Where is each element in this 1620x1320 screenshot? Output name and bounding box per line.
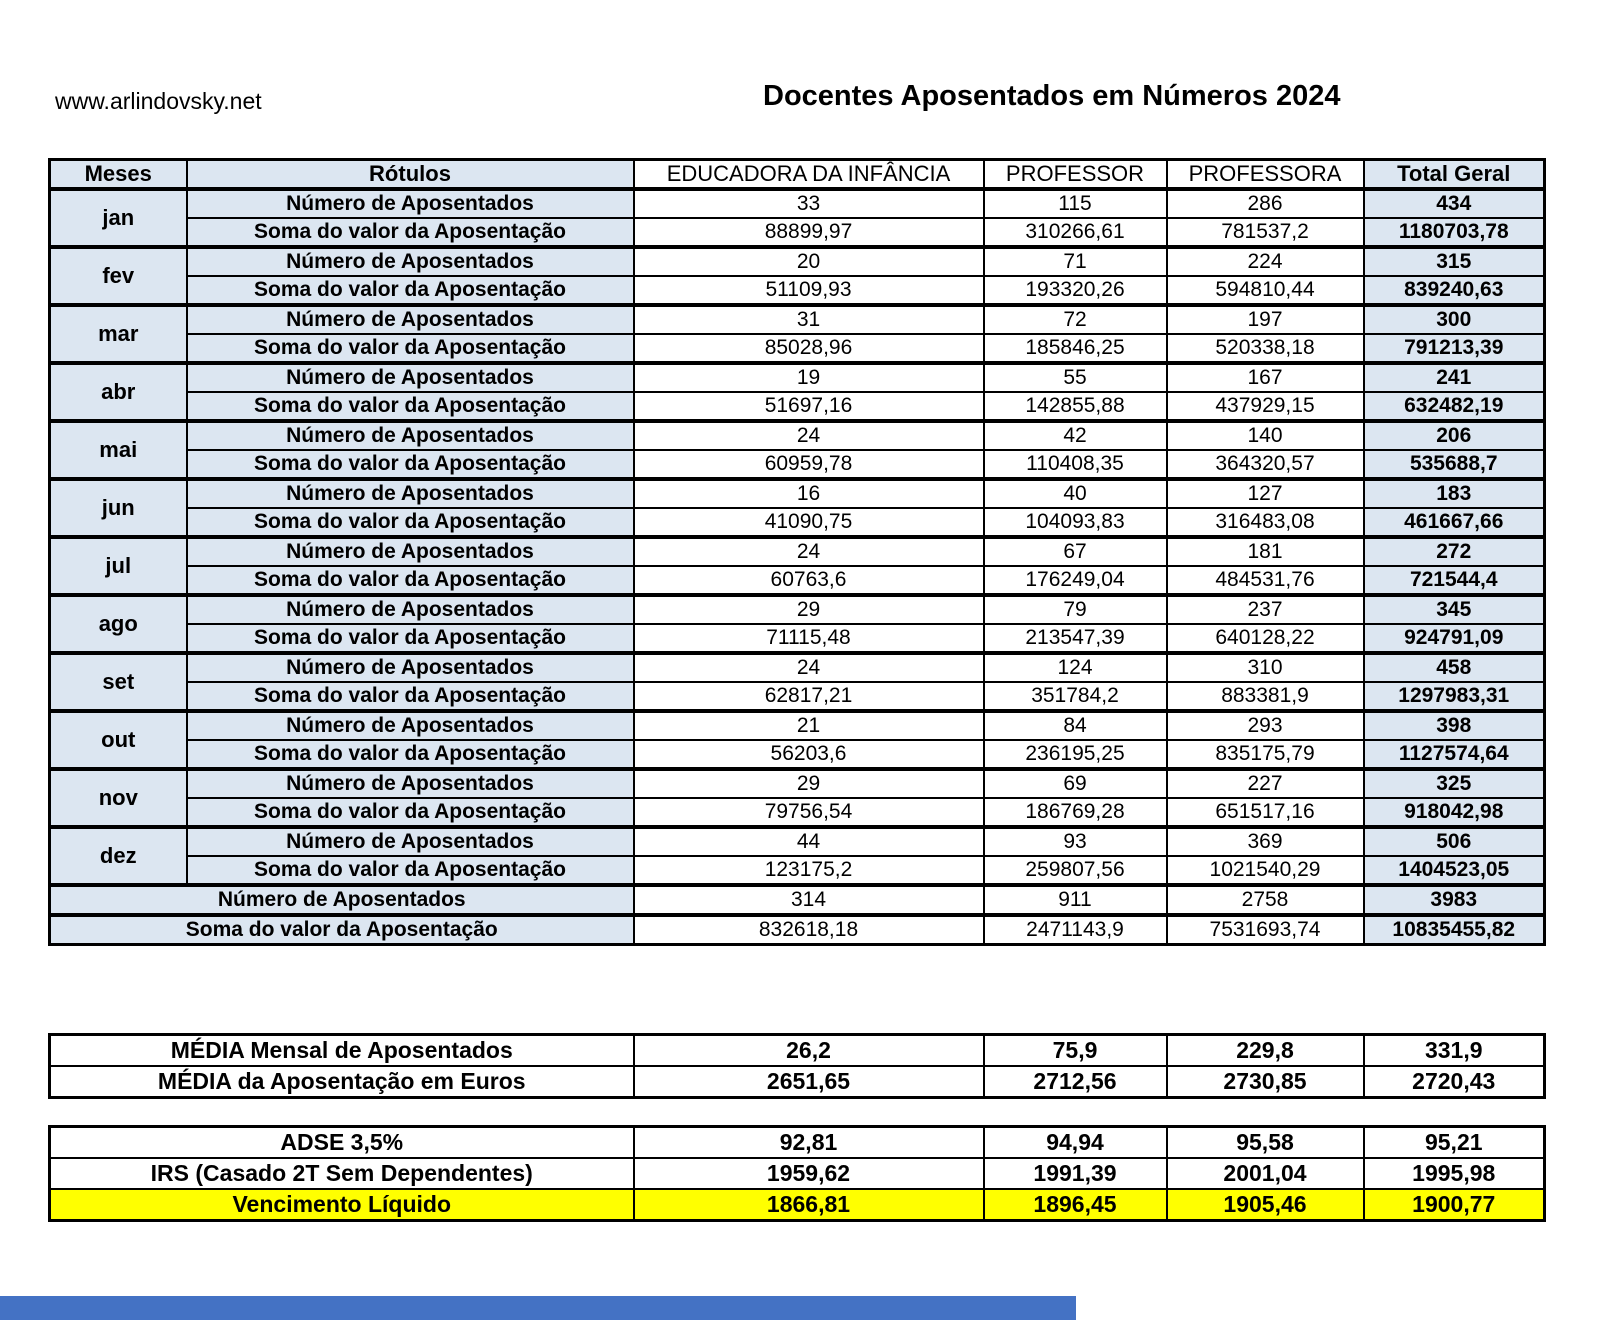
value-cell: 213547,39 bbox=[984, 624, 1167, 653]
value-cell: 79 bbox=[984, 595, 1167, 624]
total-cell: 506 bbox=[1364, 827, 1545, 856]
month-sum-row bbox=[50, 682, 1545, 711]
total-cell: 721544,4 bbox=[1364, 566, 1545, 595]
value-cell: 29 bbox=[634, 595, 984, 624]
month-label: jan bbox=[50, 189, 187, 247]
deduction-row bbox=[50, 1158, 1545, 1189]
total-cell: 10835455,82 bbox=[1364, 915, 1545, 945]
deduction-row bbox=[50, 1189, 1545, 1221]
month-sum-row bbox=[50, 392, 1545, 421]
value-cell: 60763,6 bbox=[634, 566, 984, 595]
value-cell: 72 bbox=[984, 305, 1167, 334]
value-cell: 1900,77 bbox=[1364, 1189, 1545, 1221]
value-cell: 123175,2 bbox=[634, 856, 984, 885]
header-cell: PROFESSOR bbox=[984, 160, 1167, 190]
month-sum-row bbox=[50, 334, 1545, 363]
total-cell: 458 bbox=[1364, 653, 1545, 682]
month-sum-row bbox=[50, 508, 1545, 537]
value-cell: 351784,2 bbox=[984, 682, 1167, 711]
total-cell: 3983 bbox=[1364, 885, 1545, 915]
value-cell: 24 bbox=[634, 653, 984, 682]
row-label: Vencimento Líquido bbox=[50, 1189, 634, 1221]
value-cell: 520338,18 bbox=[1167, 334, 1364, 363]
value-cell: 51697,16 bbox=[634, 392, 984, 421]
value-cell: 94,94 bbox=[984, 1127, 1167, 1159]
month-label: fev bbox=[50, 247, 187, 305]
value-cell: 19 bbox=[634, 363, 984, 392]
value-cell: 883381,9 bbox=[1167, 682, 1364, 711]
total-cell: 632482,19 bbox=[1364, 392, 1545, 421]
value-cell: 193320,26 bbox=[984, 276, 1167, 305]
value-cell: 40 bbox=[984, 479, 1167, 508]
month-label: ago bbox=[50, 595, 187, 653]
value-cell: 41090,75 bbox=[634, 508, 984, 537]
value-cell: 832618,18 bbox=[634, 915, 984, 945]
month-sum-row bbox=[50, 740, 1545, 769]
total-cell: 272 bbox=[1364, 537, 1545, 566]
month-sum-row bbox=[50, 566, 1545, 595]
value-cell: 88899,97 bbox=[634, 218, 984, 247]
month-count-row bbox=[50, 827, 1545, 856]
value-cell: 124 bbox=[984, 653, 1167, 682]
month-count-row bbox=[50, 769, 1545, 798]
value-cell: 62817,21 bbox=[634, 682, 984, 711]
value-cell: 24 bbox=[634, 421, 984, 450]
value-cell: 2712,56 bbox=[984, 1066, 1167, 1098]
value-cell: 93 bbox=[984, 827, 1167, 856]
month-label: abr bbox=[50, 363, 187, 421]
totals-label: Soma do valor da Aposentação bbox=[50, 915, 634, 945]
value-cell: 60959,78 bbox=[634, 450, 984, 479]
value-cell: 16 bbox=[634, 479, 984, 508]
row-label: Número de Aposentados bbox=[187, 711, 634, 740]
totals-count-row bbox=[50, 885, 1545, 915]
value-cell: 140 bbox=[1167, 421, 1364, 450]
total-cell: 183 bbox=[1364, 479, 1545, 508]
header-cell: PROFESSORA bbox=[1167, 160, 1364, 190]
bottom-blue-bar bbox=[0, 1296, 1076, 1320]
month-count-row bbox=[50, 247, 1545, 276]
value-cell: 331,9 bbox=[1364, 1035, 1545, 1067]
value-cell: 286 bbox=[1167, 189, 1364, 218]
value-cell: 110408,35 bbox=[984, 450, 1167, 479]
month-label: set bbox=[50, 653, 187, 711]
row-label: MÉDIA da Aposentação em Euros bbox=[50, 1066, 634, 1098]
value-cell: 2471143,9 bbox=[984, 915, 1167, 945]
value-cell: 29 bbox=[634, 769, 984, 798]
value-cell: 293 bbox=[1167, 711, 1364, 740]
month-sum-row bbox=[50, 276, 1545, 305]
row-label: Número de Aposentados bbox=[187, 769, 634, 798]
value-cell: 640128,22 bbox=[1167, 624, 1364, 653]
total-cell: 1180703,78 bbox=[1364, 218, 1545, 247]
value-cell: 364320,57 bbox=[1167, 450, 1364, 479]
header-cell: Meses bbox=[50, 160, 187, 190]
value-cell: 1991,39 bbox=[984, 1158, 1167, 1189]
media-table bbox=[48, 1033, 1546, 1099]
month-count-row bbox=[50, 421, 1545, 450]
value-cell: 95,21 bbox=[1364, 1127, 1545, 1159]
month-label: mar bbox=[50, 305, 187, 363]
month-count-row bbox=[50, 189, 1545, 218]
value-cell: 310266,61 bbox=[984, 218, 1167, 247]
site-url: www.arlindovsky.net bbox=[55, 88, 262, 114]
value-cell: 42 bbox=[984, 421, 1167, 450]
month-count-row bbox=[50, 305, 1545, 334]
total-cell: 1297983,31 bbox=[1364, 682, 1545, 711]
row-label: Soma do valor da Aposentação bbox=[187, 798, 634, 827]
total-cell: 345 bbox=[1364, 595, 1545, 624]
total-cell: 206 bbox=[1364, 421, 1545, 450]
value-cell: 142855,88 bbox=[984, 392, 1167, 421]
value-cell: 2758 bbox=[1167, 885, 1364, 915]
month-count-row bbox=[50, 363, 1545, 392]
month-count-row bbox=[50, 653, 1545, 682]
total-cell: 241 bbox=[1364, 363, 1545, 392]
value-cell: 75,9 bbox=[984, 1035, 1167, 1067]
row-label: Soma do valor da Aposentação bbox=[187, 856, 634, 885]
total-cell: 1404523,05 bbox=[1364, 856, 1545, 885]
value-cell: 24 bbox=[634, 537, 984, 566]
month-label: out bbox=[50, 711, 187, 769]
page-title: Docentes Aposentados em Números 2024 bbox=[763, 80, 1341, 112]
value-cell: 181 bbox=[1167, 537, 1364, 566]
value-cell: 26,2 bbox=[634, 1035, 984, 1067]
deductions-table bbox=[48, 1125, 1546, 1222]
value-cell: 67 bbox=[984, 537, 1167, 566]
month-count-row bbox=[50, 595, 1545, 624]
row-label: MÉDIA Mensal de Aposentados bbox=[50, 1035, 634, 1067]
value-cell: 20 bbox=[634, 247, 984, 276]
total-cell: 791213,39 bbox=[1364, 334, 1545, 363]
row-label: Soma do valor da Aposentação bbox=[187, 392, 634, 421]
total-cell: 839240,63 bbox=[1364, 276, 1545, 305]
row-label: Número de Aposentados bbox=[187, 479, 634, 508]
totals-sum-row bbox=[50, 915, 1545, 945]
row-label: Número de Aposentados bbox=[187, 827, 634, 856]
row-label: Soma do valor da Aposentação bbox=[187, 740, 634, 769]
media-row bbox=[50, 1066, 1545, 1098]
total-cell: 924791,09 bbox=[1364, 624, 1545, 653]
month-count-row bbox=[50, 537, 1545, 566]
value-cell: 92,81 bbox=[634, 1127, 984, 1159]
value-cell: 55 bbox=[984, 363, 1167, 392]
value-cell: 369 bbox=[1167, 827, 1364, 856]
header-cell: Rótulos bbox=[187, 160, 634, 190]
row-label: Número de Aposentados bbox=[187, 189, 634, 218]
value-cell: 95,58 bbox=[1167, 1127, 1364, 1159]
value-cell: 314 bbox=[634, 885, 984, 915]
row-label: Número de Aposentados bbox=[187, 595, 634, 624]
total-cell: 461667,66 bbox=[1364, 508, 1545, 537]
media-row bbox=[50, 1035, 1545, 1067]
value-cell: 484531,76 bbox=[1167, 566, 1364, 595]
total-cell: 434 bbox=[1364, 189, 1545, 218]
value-cell: 71115,48 bbox=[634, 624, 984, 653]
total-cell: 325 bbox=[1364, 769, 1545, 798]
value-cell: 167 bbox=[1167, 363, 1364, 392]
month-count-row bbox=[50, 711, 1545, 740]
row-label: Soma do valor da Aposentação bbox=[187, 276, 634, 305]
row-label: Soma do valor da Aposentação bbox=[187, 566, 634, 595]
value-cell: 594810,44 bbox=[1167, 276, 1364, 305]
value-cell: 69 bbox=[984, 769, 1167, 798]
row-label: Soma do valor da Aposentação bbox=[187, 218, 634, 247]
value-cell: 1959,62 bbox=[634, 1158, 984, 1189]
value-cell: 21 bbox=[634, 711, 984, 740]
value-cell: 84 bbox=[984, 711, 1167, 740]
value-cell: 176249,04 bbox=[984, 566, 1167, 595]
value-cell: 51109,93 bbox=[634, 276, 984, 305]
row-label: Número de Aposentados bbox=[187, 537, 634, 566]
row-label: Soma do valor da Aposentação bbox=[187, 508, 634, 537]
row-label: Soma do valor da Aposentação bbox=[187, 682, 634, 711]
value-cell: 2651,65 bbox=[634, 1066, 984, 1098]
row-label: Soma do valor da Aposentação bbox=[187, 624, 634, 653]
month-label: jun bbox=[50, 479, 187, 537]
value-cell: 781537,2 bbox=[1167, 218, 1364, 247]
month-sum-row bbox=[50, 798, 1545, 827]
value-cell: 71 bbox=[984, 247, 1167, 276]
month-label: mai bbox=[50, 421, 187, 479]
value-cell: 186769,28 bbox=[984, 798, 1167, 827]
value-cell: 2001,04 bbox=[1167, 1158, 1364, 1189]
month-sum-row bbox=[50, 856, 1545, 885]
value-cell: 104093,83 bbox=[984, 508, 1167, 537]
month-label: jul bbox=[50, 537, 187, 595]
value-cell: 227 bbox=[1167, 769, 1364, 798]
value-cell: 7531693,74 bbox=[1167, 915, 1364, 945]
value-cell: 185846,25 bbox=[984, 334, 1167, 363]
value-cell: 2720,43 bbox=[1364, 1066, 1545, 1098]
month-label: dez bbox=[50, 827, 187, 885]
row-label: Soma do valor da Aposentação bbox=[187, 450, 634, 479]
row-label: ADSE 3,5% bbox=[50, 1127, 634, 1159]
row-label: Número de Aposentados bbox=[187, 653, 634, 682]
month-count-row bbox=[50, 479, 1545, 508]
value-cell: 79756,54 bbox=[634, 798, 984, 827]
total-cell: 300 bbox=[1364, 305, 1545, 334]
value-cell: 1995,98 bbox=[1364, 1158, 1545, 1189]
total-cell: 315 bbox=[1364, 247, 1545, 276]
value-cell: 31 bbox=[634, 305, 984, 334]
total-cell: 398 bbox=[1364, 711, 1545, 740]
row-label: IRS (Casado 2T Sem Dependentes) bbox=[50, 1158, 634, 1189]
value-cell: 197 bbox=[1167, 305, 1364, 334]
value-cell: 437929,15 bbox=[1167, 392, 1364, 421]
value-cell: 911 bbox=[984, 885, 1167, 915]
value-cell: 224 bbox=[1167, 247, 1364, 276]
value-cell: 1905,46 bbox=[1167, 1189, 1364, 1221]
value-cell: 237 bbox=[1167, 595, 1364, 624]
value-cell: 56203,6 bbox=[634, 740, 984, 769]
row-label: Número de Aposentados bbox=[187, 421, 634, 450]
value-cell: 33 bbox=[634, 189, 984, 218]
value-cell: 835175,79 bbox=[1167, 740, 1364, 769]
row-label: Soma do valor da Aposentação bbox=[187, 334, 634, 363]
total-cell: 1127574,64 bbox=[1364, 740, 1545, 769]
month-sum-row bbox=[50, 450, 1545, 479]
value-cell: 85028,96 bbox=[634, 334, 984, 363]
totals-label: Número de Aposentados bbox=[50, 885, 634, 915]
value-cell: 229,8 bbox=[1167, 1035, 1364, 1067]
value-cell: 1896,45 bbox=[984, 1189, 1167, 1221]
value-cell: 1866,81 bbox=[634, 1189, 984, 1221]
value-cell: 2730,85 bbox=[1167, 1066, 1364, 1098]
deduction-row bbox=[50, 1127, 1545, 1159]
month-sum-row bbox=[50, 218, 1545, 247]
value-cell: 310 bbox=[1167, 653, 1364, 682]
value-cell: 127 bbox=[1167, 479, 1364, 508]
main-table bbox=[48, 158, 1546, 946]
header-cell: EDUCADORA DA INFÂNCIA bbox=[634, 160, 984, 190]
main-table-header-row bbox=[50, 160, 1545, 190]
month-label: nov bbox=[50, 769, 187, 827]
total-cell: 918042,98 bbox=[1364, 798, 1545, 827]
value-cell: 259807,56 bbox=[984, 856, 1167, 885]
value-cell: 115 bbox=[984, 189, 1167, 218]
value-cell: 316483,08 bbox=[1167, 508, 1364, 537]
row-label: Número de Aposentados bbox=[187, 247, 634, 276]
row-label: Número de Aposentados bbox=[187, 305, 634, 334]
value-cell: 236195,25 bbox=[984, 740, 1167, 769]
header-cell: Total Geral bbox=[1364, 160, 1545, 190]
value-cell: 651517,16 bbox=[1167, 798, 1364, 827]
value-cell: 1021540,29 bbox=[1167, 856, 1364, 885]
value-cell: 44 bbox=[634, 827, 984, 856]
row-label: Número de Aposentados bbox=[187, 363, 634, 392]
month-sum-row bbox=[50, 624, 1545, 653]
total-cell: 535688,7 bbox=[1364, 450, 1545, 479]
